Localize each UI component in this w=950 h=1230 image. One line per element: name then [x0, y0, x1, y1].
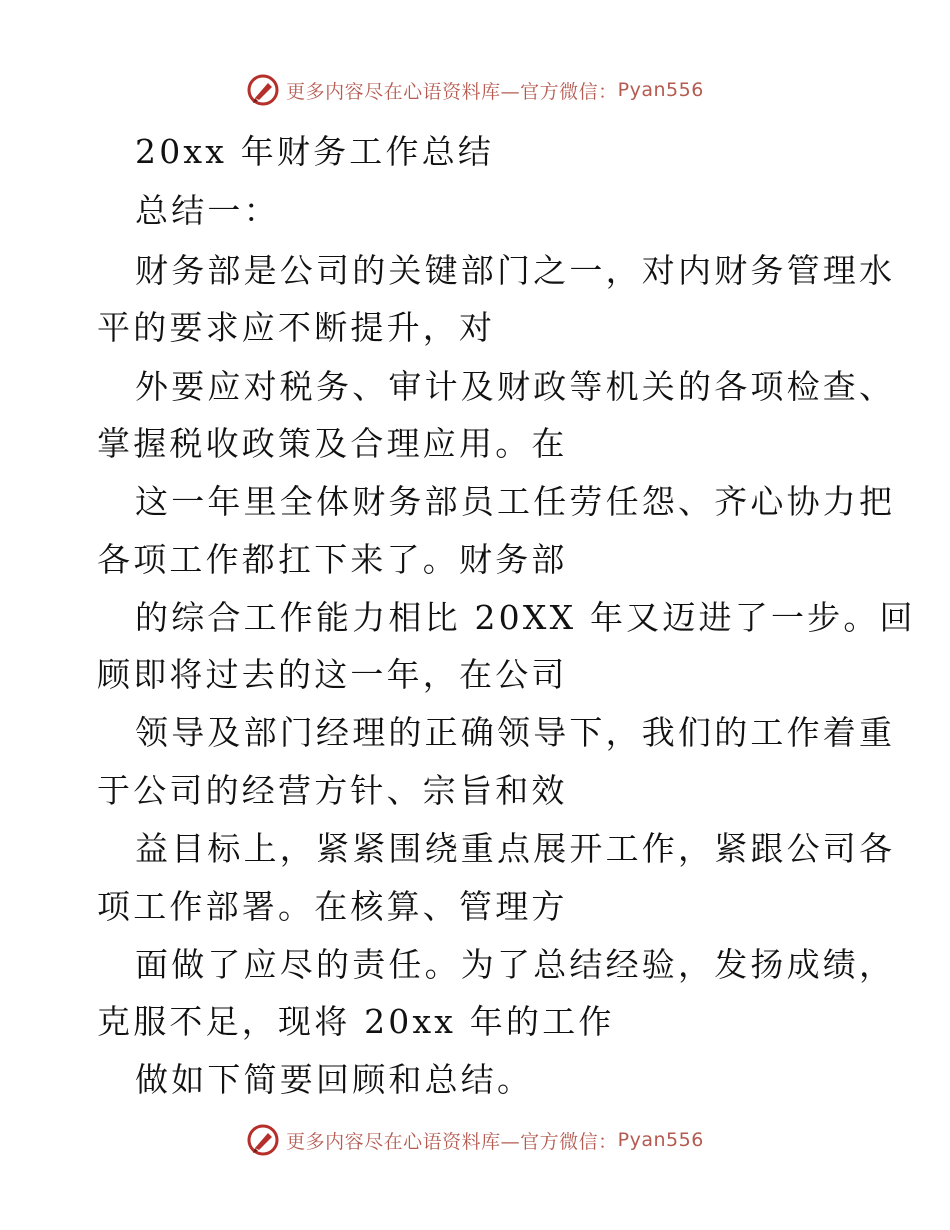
paragraph-line: 顾即将过去的这一年，在公司	[97, 655, 568, 694]
paragraph-line: 掌握税收政策及合理应用。在	[97, 424, 568, 463]
banner-wechat-id: Pyan556	[617, 1129, 704, 1151]
paragraph-line: 这一年里全体财务部员工任劳任怨、齐心协力把	[135, 482, 896, 521]
banner-wechat-id: Pyan556	[617, 79, 704, 101]
pen-logo-icon	[246, 73, 280, 107]
banner-text: 更多内容尽在心语资料库—官方微信：	[286, 80, 618, 103]
paragraph-line: 做如下简要回顾和总结。	[135, 1060, 534, 1099]
paragraph-line: 项工作部署。在核算、管理方	[97, 887, 568, 926]
paragraph-line: 益目标上，紧紧围绕重点展开工作，紧跟公司各	[135, 829, 896, 868]
paragraph-line: 平的要求应不断提升，对	[97, 308, 496, 347]
paragraph-line: 各项工作都扛下来了。财务部	[97, 540, 568, 579]
paragraph-line: 领导及部门经理的正确领导下，我们的工作着重	[135, 713, 896, 752]
footer-watermark	[0, 1120, 950, 1160]
header-watermark	[0, 70, 950, 110]
paragraph-line: 财务部是公司的关键部门之一，对内财务管理水	[135, 251, 896, 290]
paragraph-line: 的综合工作能力相比 20XX 年又迈进了一步。回	[135, 598, 916, 637]
pen-logo-icon	[246, 1123, 280, 1157]
document-title: 20xx 年财务工作总结	[135, 132, 495, 171]
paragraph-line: 于公司的经营方针、宗旨和效	[97, 771, 568, 810]
banner-text: 更多内容尽在心语资料库—官方微信：	[286, 1130, 618, 1153]
paragraph-line: 外要应对税务、审计及财政等机关的各项检查、	[135, 367, 896, 406]
paragraph-line: 克服不足，现将 20xx 年的工作	[97, 1002, 615, 1041]
paragraph-line: 面做了应尽的责任。为了总结经验，发扬成绩，	[135, 945, 896, 984]
section-heading: 总结一：	[135, 191, 280, 230]
